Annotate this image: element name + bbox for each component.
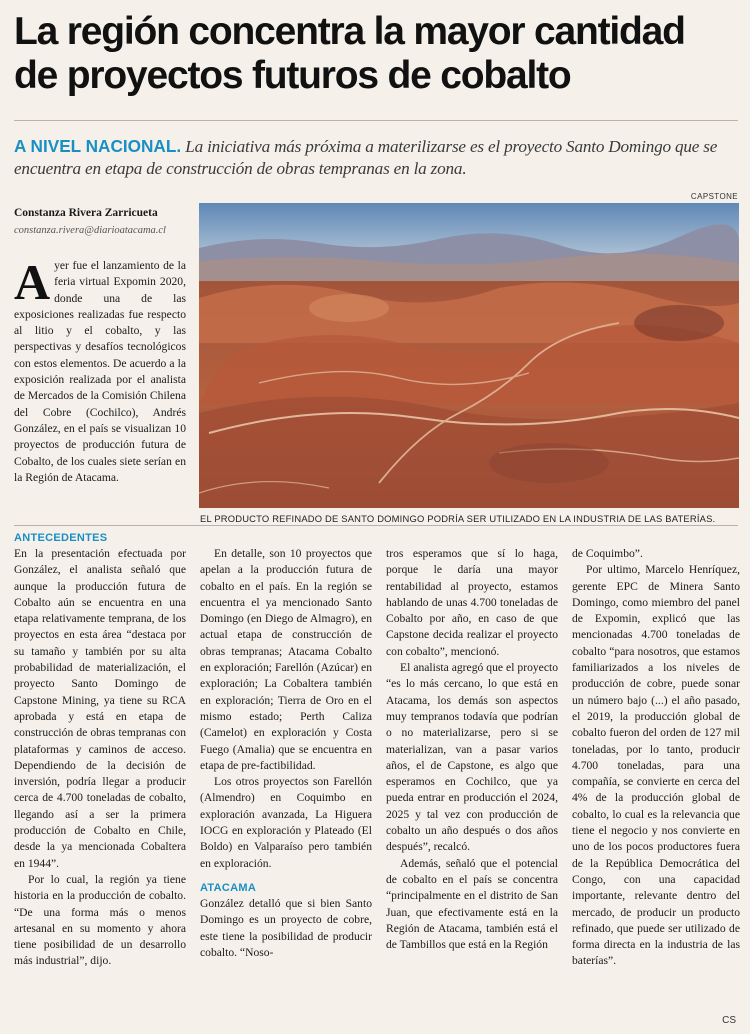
photo-caption: EL PRODUCTO REFINADO DE SANTO DOMINGO PODRÍA SER UTILIZADO EN LA INDUSTRIA DE LAS BATERÍAS. (200, 513, 716, 524)
byline-author: Constanza Rivera Zarricueta (14, 207, 158, 219)
col1-paragraph-1: En la presentación efectuada por González, el analista señaló que aunque la producción futura de Cobalto aún se encuentra en una etapa relativamente temprana, de los proyectos en esta área “destaca por su tamaño y también por su alta probabilidad de materialización, el proyecto Santo Domingo de Capstone Mining, ya tiene su RCA aprobada y está en etapa de construcción de obras tempranas con plataformas y caminos de acceso. Dependiendo de la decisión de inversión, podría llegar a producir cerca de 4.700 toneladas de cobalto, llegando así a ser la primera producción de Cobalto en Chile, desde la ya mencionada Cobaltera en 1944”. (14, 547, 186, 870)
end-mark-icon: CS (722, 1015, 736, 1026)
headline-rule (14, 120, 738, 121)
mining-landscape-image (199, 203, 739, 508)
headline-line-2: de proyectos futuros de cobalto (14, 54, 571, 97)
col2-paragraph-3: González detalló que si bien Santo Domingo es un proyecto de cobre, este tiene la posibilidad de producir cobalto. “Noso- (200, 896, 372, 959)
byline (14, 206, 194, 238)
headline-line-1: La región concentra la mayor cantidad (14, 10, 685, 53)
col4-paragraph-2: Por ultimo, Marcelo Henríquez, gerente EPC de Minera Santo Domingo, como miembro del panel de Expomin, explicó que las mencionadas 4.700 toneladas de cobalto “para nosotros, que estamos familiarizados a los niveles de producción de cobre, puede sonar un número bajo (...) el año pasado, el 2019, la producción global de cobalto fueron del orden de 127 mil toneladas, por lo tanto, producir 4.700 toneladas, para una compañía, se convierte en cerca del 4% de la producción global de cobalto, lo cual es la relevancia que tiene el negocio y nos convierte en uno de los pocos productores fuera de la República Democrática del Congo, con una capacidad importante, relevante dentro del mercado, de producir un producto refinado, que puede ser utilizado de forma directa en la industria de las baterías”. (572, 563, 740, 968)
column-1 (14, 530, 186, 970)
col1-paragraph-2: Por lo cual, la región ya tiene historia en la producción de cobalto. “De una forma más o menos artesanal en su momento y ahora tiene posibilidad de un desarrollo más industrial”, dijo. (14, 872, 186, 968)
subhead-atacama: ATACAMA (200, 881, 257, 894)
subhead-antecedentes: ANTECEDENTES (14, 532, 108, 544)
col3-paragraph-3: Además, señaló que el potencial de cobalto en el país se concentra “principalmente en el distrito de San Juan, que efectivamente está en la Región de Atacama, también está el de Tambillos que está en la Región (386, 856, 558, 952)
photo-credit: CAPSTONE (690, 192, 738, 201)
column-3 (386, 546, 558, 953)
lead-kicker: A NIVEL NACIONAL. (14, 136, 182, 156)
article-photo (199, 203, 739, 508)
col2-paragraph-2: Los otros proyectos son Farellón (Almendro) en Coquimbo en exploración avanzada, La Higuera IOCG en exploración y Plateado (El Boldo) en Valparaíso pero también en exploración. (200, 775, 372, 870)
intro-text: yer fue el lanzamiento de la feria virtual Expomin 2020, donde una de las exposiciones realizadas fue respecto al litio y el cobalto, y las perspectivas y desafíos tecnológicos con estos elementos. De acuerdo a la exposición realizada por el analista de Mercados de la Comisión Chilena del Cobre (Cochilco), Andrés González, en el país se visualizan 10 proyectos de producción futura de Cobalto, de los cuales siete serían en la Región de Atacama. (14, 259, 186, 484)
col3-paragraph-2: El analista agregó que el proyecto “es lo más cercano, lo que está en Atacama, los demás son aspectos muy tempranos todavía que podrían o no materializarse, pero si se materializan, van a pasar varios años, el de Capstone, es algo que esperamos en Cochilco, que ya pueda entrar en producción el 2024, 2025 y tal vez con producción de cobalto un año después o dos años después”, recalcó. (386, 661, 558, 854)
byline-email: constanza.rivera@diarioatacama.cl (14, 225, 166, 236)
col2-paragraph-1: En detalle, son 10 proyectos que apelan a la producción futura de cobalto en el país. En la región se encuentra el ya mencionado Santo Domingo (en Diego de Almagro), en actual etapa de construcción de obras tempranas; Atacama Cobalto en exploración; Farellón (Azúcar) en exploración; La Cobaltera también en exploración; Tierra de Oro en el mismo estado; Perth Caliza (Camelot) en exploración y Costa Fuego (Amalia) que se encuentra en etapa de pre-factibilidad. (200, 547, 372, 772)
article-lead (14, 135, 740, 180)
column-2 (200, 546, 372, 961)
col3-paragraph-1: tros esperamos que sí lo haga, porque le daría una mayor rentabilidad al proyecto, estamos hablando de unas 4.700 toneladas de Cobalto por año, en caso de que Capstone decida realizar el proyecto con cobalto”, mencionó. (386, 547, 558, 658)
col4-paragraph-1: de Coquimbo”. (572, 547, 643, 560)
columns-rule (14, 525, 738, 526)
drop-cap: A (14, 254, 51, 310)
article-headline (14, 10, 738, 98)
column-4 (572, 546, 740, 970)
intro-paragraph (14, 254, 186, 486)
lead-text: La iniciativa más próxima a materilizarse es el proyecto Santo Domingo que se encuentra en etapa de construcción de obras tempranas en la zona. (14, 137, 718, 178)
